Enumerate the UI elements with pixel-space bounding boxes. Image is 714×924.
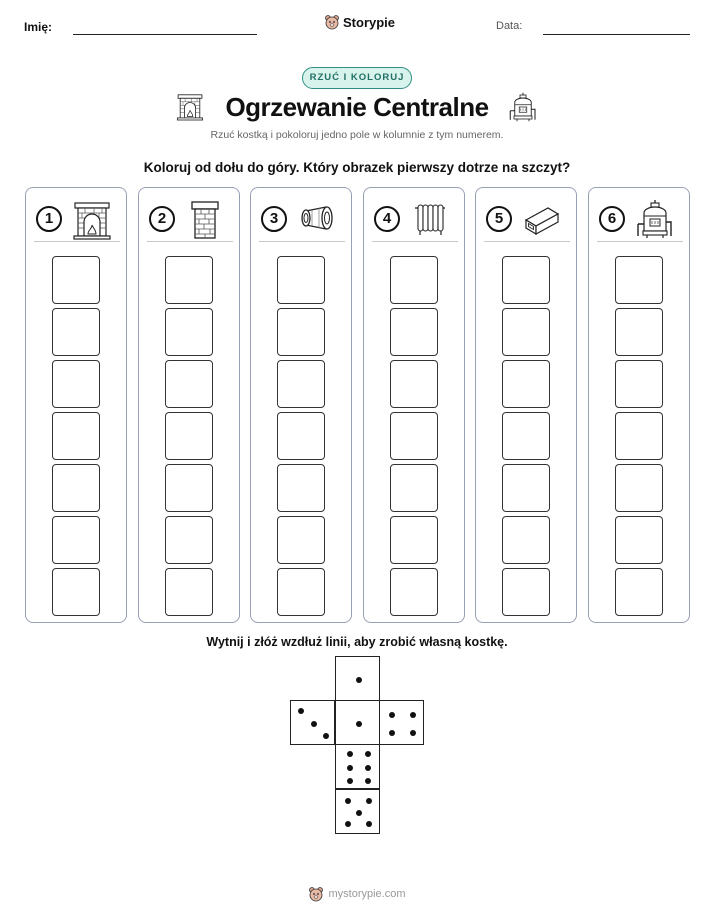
color-cell[interactable]: [277, 360, 325, 408]
color-cell[interactable]: [165, 568, 213, 616]
column-header: [147, 198, 233, 242]
color-cell[interactable]: [615, 412, 663, 460]
subtitle: Rzuć kostką i pokoloruj jedno pole w kolumnie z tym numerem.: [210, 129, 504, 141]
duct-icon: [522, 198, 562, 240]
dice-pip: [356, 721, 362, 727]
color-cell[interactable]: [277, 412, 325, 460]
dice-pip: [356, 810, 362, 816]
dice-pip: [410, 712, 416, 718]
color-cell[interactable]: [390, 256, 438, 304]
name-label: Imię:: [24, 20, 53, 34]
bear-icon: [308, 886, 324, 902]
fireplace-icon: [72, 198, 112, 240]
color-cell[interactable]: [165, 516, 213, 564]
page-title: Ogrzewanie Centralne: [225, 92, 489, 122]
footer: [0, 884, 714, 904]
pipe-icon: [297, 198, 337, 240]
dice-pip: [345, 821, 351, 827]
column-header: [372, 198, 458, 242]
color-cell[interactable]: [277, 568, 325, 616]
dice-pip: [356, 677, 362, 683]
brand-logo: [324, 14, 395, 30]
color-cell[interactable]: [277, 464, 325, 512]
column-number: 2: [149, 206, 175, 232]
color-cell[interactable]: [52, 568, 100, 616]
footer-url: mystorypie.com: [328, 888, 406, 900]
dice-pip: [365, 778, 371, 784]
column-header: [484, 198, 570, 242]
color-cell[interactable]: [52, 516, 100, 564]
column-header: [259, 198, 345, 242]
color-cell[interactable]: [502, 308, 550, 356]
color-cell[interactable]: [390, 360, 438, 408]
column-6: [588, 187, 690, 623]
title-row: [0, 90, 714, 126]
color-cell[interactable]: [277, 256, 325, 304]
color-cell[interactable]: [502, 256, 550, 304]
date-label: Data:: [496, 20, 523, 32]
dice-pip: [311, 721, 317, 727]
bear-icon: [324, 14, 340, 30]
brand-name: Storypie: [343, 14, 396, 30]
color-cell[interactable]: [615, 568, 663, 616]
color-cell[interactable]: [390, 516, 438, 564]
dice-pip: [323, 733, 329, 739]
dice-face-4: [379, 700, 424, 745]
dice-face-5: [335, 789, 380, 834]
column-number: 6: [599, 206, 625, 232]
color-cell[interactable]: [52, 360, 100, 408]
dice-pip: [347, 765, 353, 771]
column-header: [597, 198, 683, 242]
column-number: 3: [261, 206, 287, 232]
dice-pip: [366, 821, 372, 827]
radiator-icon: [410, 198, 450, 240]
column-3: [250, 187, 352, 623]
color-cell[interactable]: [277, 516, 325, 564]
color-cell[interactable]: [502, 516, 550, 564]
dice-pip: [347, 778, 353, 784]
color-cell[interactable]: [165, 256, 213, 304]
name-line: [73, 34, 257, 35]
dice-pip: [389, 712, 395, 718]
dice-face-1: [335, 656, 380, 701]
color-cell[interactable]: [615, 516, 663, 564]
column-2: [138, 187, 240, 623]
color-cell[interactable]: [165, 360, 213, 408]
color-cell[interactable]: [502, 464, 550, 512]
color-cell[interactable]: [615, 464, 663, 512]
color-cell[interactable]: [165, 308, 213, 356]
color-cell[interactable]: [52, 464, 100, 512]
dice-pip: [389, 730, 395, 736]
color-cell[interactable]: [277, 308, 325, 356]
color-cell[interactable]: [615, 256, 663, 304]
header: [0, 14, 714, 44]
column-number: 5: [486, 206, 512, 232]
boiler-icon: [635, 198, 675, 240]
color-cell[interactable]: [615, 308, 663, 356]
dice-pip: [345, 798, 351, 804]
color-cell[interactable]: [502, 568, 550, 616]
dice-pip: [410, 730, 416, 736]
color-cell[interactable]: [52, 256, 100, 304]
dice-pip: [365, 765, 371, 771]
color-cell[interactable]: [390, 308, 438, 356]
color-cell[interactable]: [390, 464, 438, 512]
column-header: [34, 198, 120, 242]
dice-pip: [365, 751, 371, 757]
color-cell[interactable]: [390, 568, 438, 616]
chimney-icon: [185, 198, 225, 240]
column-5: [475, 187, 577, 623]
color-cell[interactable]: [165, 464, 213, 512]
dice-pip: [298, 708, 304, 714]
color-cell[interactable]: [390, 412, 438, 460]
color-cell[interactable]: [52, 308, 100, 356]
color-cell[interactable]: [502, 360, 550, 408]
dice-face-3: [290, 700, 335, 745]
dice-face-1: [335, 700, 380, 745]
date-line: [543, 34, 690, 35]
dice-pip: [366, 798, 372, 804]
dice-instruction: Wytnij i złóż wzdłuż linii, aby zrobić własną kostkę.: [206, 635, 508, 649]
column-4: [363, 187, 465, 623]
color-cell[interactable]: [165, 412, 213, 460]
dice-pip: [347, 751, 353, 757]
instruction: Koloruj od dołu do góry. Który obrazek pierwszy dotrze na szczyt?: [143, 160, 571, 175]
dice-face-6: [335, 744, 380, 789]
boiler-icon: [508, 90, 538, 124]
column-number: 4: [374, 206, 400, 232]
color-cell[interactable]: [502, 412, 550, 460]
color-cell[interactable]: [615, 360, 663, 408]
column-number: 1: [36, 206, 62, 232]
column-1: [25, 187, 127, 623]
activity-badge: RZUĆ I KOLORUJ: [302, 67, 412, 89]
color-cell[interactable]: [52, 412, 100, 460]
